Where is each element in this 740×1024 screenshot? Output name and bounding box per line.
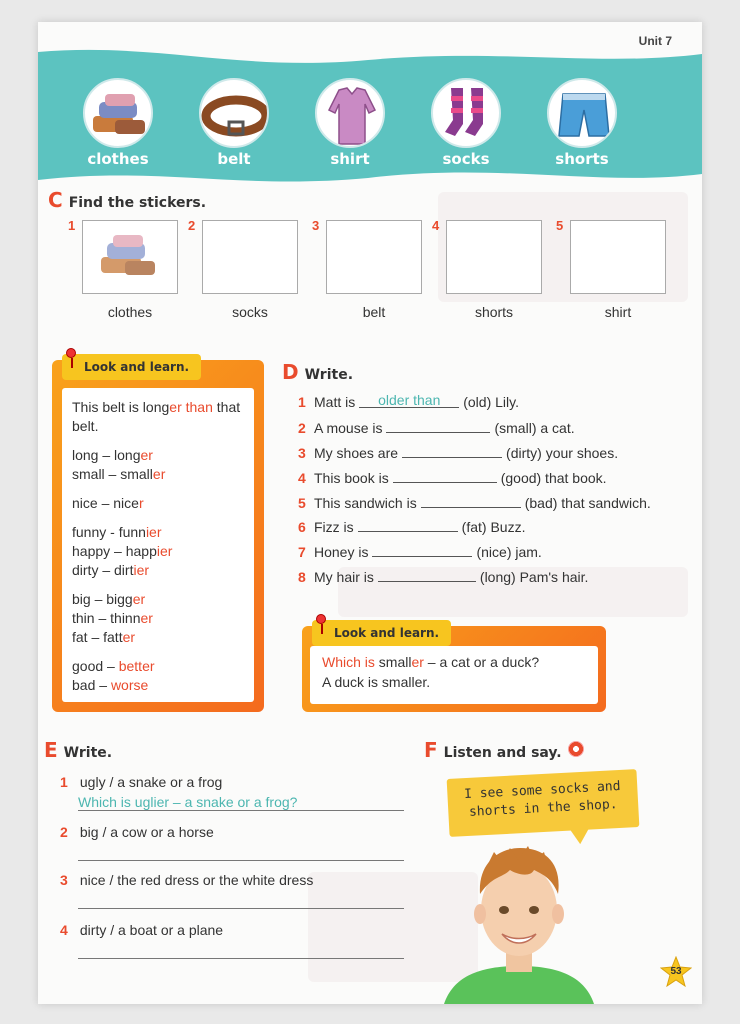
- unit-label: Unit 7: [638, 34, 672, 48]
- vocab-socks: [416, 78, 516, 168]
- highlight: er than: [169, 399, 213, 415]
- exercise-e-prompt-4: [60, 922, 223, 938]
- sticker-label: belt: [362, 304, 386, 320]
- sentence-start: Honey is: [314, 544, 369, 560]
- text: – a cat or a duck?: [423, 654, 540, 670]
- answer-blank[interactable]: [372, 543, 472, 557]
- highlight: ier: [145, 524, 162, 540]
- rule-group: [72, 657, 244, 695]
- section-letter: D: [282, 360, 299, 384]
- sentence-end: (bad) that sandwich.: [524, 495, 651, 511]
- pin-icon: [316, 614, 326, 624]
- rule-group: [72, 494, 244, 513]
- item-number: 7: [298, 544, 306, 560]
- item-number: 5: [298, 495, 306, 511]
- rule-line: [72, 628, 244, 647]
- highlight: ier: [156, 543, 173, 559]
- audio-cd-icon[interactable]: [568, 741, 584, 757]
- vocab-word: clothes: [87, 150, 149, 168]
- look-and-learn-box: [52, 360, 264, 712]
- tab-label: Look and learn.: [334, 626, 440, 640]
- item-number: 5: [556, 218, 564, 233]
- exercise-d-row-7: [298, 543, 542, 560]
- sticker-slot-4[interactable]: [432, 218, 556, 320]
- text: dirty – dirt: [72, 562, 134, 578]
- item-number: 4: [298, 470, 306, 486]
- sentence-end: (good) that book.: [500, 470, 607, 486]
- sentence-start: My hair is: [314, 569, 374, 585]
- exercise-d-row-5: [298, 494, 651, 511]
- boy-illustration: [424, 834, 614, 1004]
- item-number: 4: [60, 922, 68, 938]
- exercise-e-prompt-2: [60, 824, 214, 840]
- answer-blank[interactable]: [393, 469, 497, 483]
- exercise-d-row-4: [298, 469, 607, 486]
- rule-group: [72, 446, 244, 484]
- answer-blank[interactable]: [358, 518, 458, 532]
- section-title: Write.: [304, 367, 354, 383]
- exercise-d-row-3: [298, 444, 618, 461]
- text: long – long: [72, 447, 141, 463]
- text: happy – happ: [72, 543, 157, 559]
- item-number: 1: [298, 394, 306, 410]
- section-d-heading: [282, 360, 353, 384]
- answer-blank[interactable]: [402, 444, 502, 458]
- text: thin – thinn: [72, 610, 141, 626]
- belt-icon: [199, 78, 269, 148]
- item-number: 2: [298, 420, 306, 436]
- rule-group: [72, 590, 244, 647]
- exercise-e-prompt-1: [60, 774, 222, 790]
- item-number: 8: [298, 569, 306, 585]
- comparatives-list: [62, 388, 254, 702]
- sentence-end: (nice) jam.: [476, 544, 542, 560]
- text: small – small: [72, 466, 153, 482]
- page-number: 53: [670, 966, 682, 977]
- example-answer: A duck is smaller.: [322, 674, 431, 690]
- item-number: 2: [188, 218, 196, 233]
- section-letter: C: [48, 188, 63, 212]
- item-number: 2: [60, 824, 68, 840]
- prompt-text: nice / the red dress or the white dress: [79, 872, 314, 888]
- rule-line: [72, 494, 244, 513]
- vocab-belt: [184, 78, 284, 168]
- section-title: Find the stickers.: [68, 195, 207, 211]
- answer-blank[interactable]: [378, 568, 476, 582]
- section-title: Write.: [63, 745, 113, 761]
- look-and-learn-box-2: [302, 626, 606, 712]
- example-question: [322, 652, 586, 672]
- sentence-end: (fat) Buzz.: [461, 519, 526, 535]
- workbook-page: [38, 22, 702, 1004]
- sticker-slot-2[interactable]: [188, 218, 312, 320]
- rule-line: [72, 676, 244, 695]
- sentence-start: Matt is: [314, 394, 356, 410]
- prompt-text: dirty / a boat or a plane: [79, 922, 224, 938]
- item-number: 3: [312, 218, 320, 233]
- highlight: er: [140, 610, 153, 626]
- sentence-start: This sandwich is: [314, 495, 417, 511]
- text: This belt is long: [72, 399, 170, 415]
- rule-group: [72, 523, 244, 580]
- item-number: 3: [60, 872, 68, 888]
- rule-line: [72, 561, 244, 580]
- rule-line: [72, 590, 244, 609]
- highlight: er: [411, 654, 424, 670]
- item-number: 4: [432, 218, 440, 233]
- sticker-label: clothes: [107, 304, 153, 320]
- highlight: Which is: [322, 654, 375, 670]
- sentence-end: (dirty) your shoes.: [506, 445, 619, 461]
- text: fat – fatt: [72, 629, 123, 645]
- example-sentence: [72, 398, 244, 436]
- example-answer: Which is uglier – a snake or a frog?: [78, 794, 298, 810]
- item-number: 3: [298, 445, 306, 461]
- sticker-box[interactable]: [82, 220, 178, 294]
- exercise-d-row-6: [298, 518, 525, 535]
- sticker-label: socks: [232, 304, 268, 320]
- section-e-heading: [44, 738, 112, 762]
- vocab-word: shirt: [330, 150, 370, 168]
- rule-line: [72, 446, 244, 465]
- rule-line: [72, 465, 244, 484]
- socks-icon: [431, 78, 501, 148]
- exercise-d-row-2: [298, 419, 575, 436]
- highlight: r: [138, 495, 144, 511]
- clothes-pile-icon: [83, 78, 153, 148]
- answer-blank[interactable]: [386, 419, 490, 433]
- sentence-end: (old) Lily.: [463, 394, 519, 410]
- answer-blank[interactable]: [421, 494, 521, 508]
- exercise-e-prompt-3: [60, 872, 313, 888]
- highlight: er: [132, 591, 146, 607]
- vocab-shirt: [300, 78, 400, 168]
- speech-bubble: [447, 769, 640, 837]
- highlight: er: [122, 629, 136, 645]
- pin-icon: [66, 348, 76, 358]
- prompt-text: ugly / a snake or a frog: [79, 774, 223, 790]
- highlight: er: [152, 466, 166, 482]
- section-c-heading: [48, 188, 206, 212]
- rule-line: [72, 542, 244, 561]
- answer-blank[interactable]: [359, 394, 459, 408]
- section-title: Listen and say.: [443, 745, 562, 761]
- section-f-heading: [424, 738, 584, 762]
- answer-line[interactable]: [78, 810, 404, 811]
- vocab-shorts: [532, 78, 632, 168]
- vocabulary-band: [38, 42, 702, 187]
- exercise-d-row-8: [298, 568, 588, 585]
- sticker-slot-3[interactable]: [312, 218, 436, 320]
- vocab-word: socks: [442, 150, 490, 168]
- prompt-text: big / a cow or a horse: [79, 824, 214, 840]
- sticker-box[interactable]: [202, 220, 298, 294]
- section-letter: E: [44, 738, 58, 762]
- sticker-slot-1[interactable]: [68, 218, 192, 320]
- answer-text: older than: [378, 392, 441, 408]
- text: good –: [72, 658, 119, 674]
- text: nice – nice: [72, 495, 139, 511]
- tab-label: Look and learn.: [84, 360, 190, 374]
- sticker-label: shirt: [604, 304, 632, 320]
- look-and-learn-tab: [62, 354, 201, 380]
- answer-line[interactable]: [78, 908, 404, 909]
- sticker-box[interactable]: [326, 220, 422, 294]
- text: that belt.: [72, 399, 241, 434]
- vocab-word: shorts: [555, 150, 609, 168]
- look-and-learn-tab: [312, 620, 451, 646]
- item-number: 1: [60, 774, 68, 790]
- sticker-box[interactable]: [570, 220, 666, 294]
- highlight: worse: [110, 677, 149, 693]
- section-letter: F: [424, 738, 438, 762]
- question-example: [310, 646, 598, 704]
- text: funny - funn: [72, 524, 146, 540]
- sentence-end: (small) a cat.: [494, 420, 575, 436]
- sticker-slot-5[interactable]: [556, 218, 680, 320]
- highlight: ier: [133, 562, 150, 578]
- rule-line: [72, 657, 244, 676]
- sentence-end: (long) Pam's hair.: [479, 569, 589, 585]
- highlight: er: [140, 447, 153, 463]
- shirt-icon: [315, 78, 385, 148]
- speech-line: shorts in the shop.: [468, 797, 618, 820]
- exercise-d-row-1: [298, 394, 519, 410]
- vocab-clothes: [68, 78, 168, 168]
- item-number: 6: [298, 519, 306, 535]
- answer-line[interactable]: [78, 958, 404, 959]
- text: bad –: [72, 677, 111, 693]
- clothes-pile-icon: [83, 221, 179, 295]
- text: small: [374, 654, 412, 670]
- sticker-label: shorts: [474, 304, 514, 320]
- rule-line: [72, 523, 244, 542]
- text: big – bigg: [72, 591, 133, 607]
- sentence-start: My shoes are: [314, 445, 399, 461]
- highlight: better: [118, 658, 155, 674]
- vocab-word: belt: [217, 150, 251, 168]
- rule-line: [72, 609, 244, 628]
- shorts-icon: [547, 78, 617, 148]
- sentence-start: This book is: [314, 470, 389, 486]
- speech-line: I see some socks and: [463, 778, 621, 803]
- item-number: 1: [68, 218, 76, 233]
- sentence-start: Fizz is: [314, 519, 354, 535]
- sentence-start: A mouse is: [314, 420, 383, 436]
- answer-line[interactable]: [78, 860, 404, 861]
- sticker-box[interactable]: [446, 220, 542, 294]
